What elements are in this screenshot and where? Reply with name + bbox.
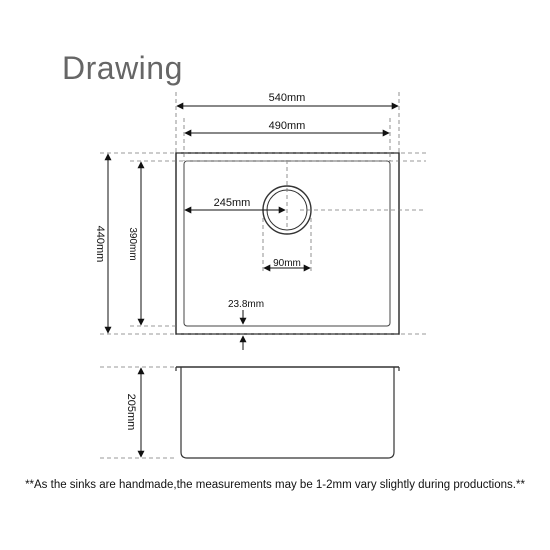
- extension-lines: [100, 92, 426, 458]
- label-90mm: 90mm: [273, 258, 301, 269]
- label-490mm: 490mm: [268, 120, 306, 132]
- label-540mm: 540mm: [268, 92, 306, 104]
- drawing-title: Drawing: [62, 50, 183, 86]
- dimension-lines: [108, 106, 398, 457]
- label-390mm: 390mm: [127, 227, 138, 261]
- label-205mm: 205mm: [125, 393, 137, 431]
- handmade-note: **As the sinks are handmade,the measurements may be 1-2mm vary slightly during productions.**: [25, 479, 525, 491]
- label-23-8mm: 23.8mm: [227, 299, 265, 310]
- label-245mm: 245mm: [213, 197, 251, 209]
- label-440mm: 440mm: [94, 225, 106, 263]
- sink-side-view: [176, 367, 399, 458]
- sink-outer-rim: [176, 153, 399, 334]
